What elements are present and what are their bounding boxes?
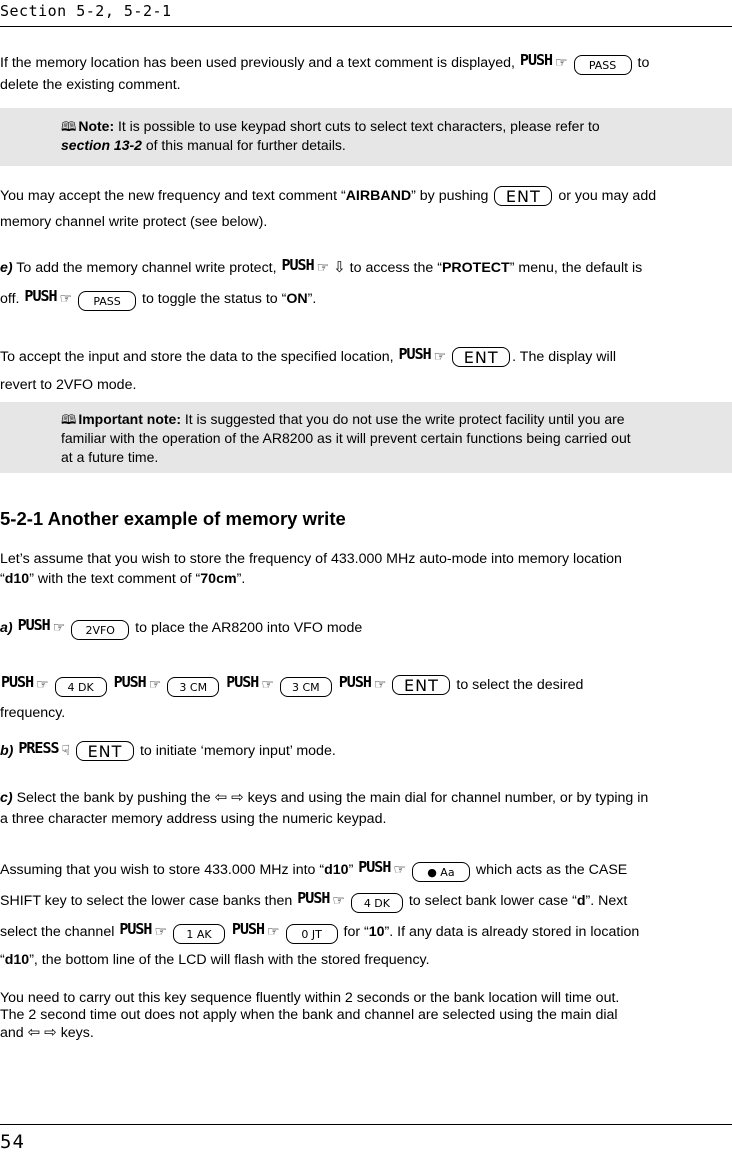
paragraph-write-protect: e) To add the memory channel write protect, PUSH ☞ ⇩ to access the “PROTECT” menu, the default is off. PUSH ☞ PASS to toggle the status to “ON”. [0,251,730,313]
pass-key[interactable]: PASS [78,291,136,311]
hand-icon: ☟ [61,742,71,758]
down-arrow-icon: ⇩ [333,259,346,276]
hand-icon: ☞ [36,676,49,692]
push-icon: PUSH [113,673,146,691]
paragraph-timeout: You need to carry out this key sequence fluently within 2 seconds or the bank location will time out. The 2 second time out does not apply when the bank and channel are selected using the main dial and ⇦ ⇨ keys. [0,990,620,1041]
hand-icon: ☞ [555,54,568,70]
push-icon: PUSH [281,256,314,274]
important-note-box: 🕮 Important note: It is suggested that you do not use the write protect facility until you are familiar with the operation of the AR8200 as it will prevent certain functions being carried out at a future time. [0,402,732,473]
push-icon: PUSH [1,673,34,691]
ent-key[interactable]: ENT [452,347,510,367]
left-arrow-icon: ⇦ [214,789,228,806]
pass-key[interactable]: PASS [574,55,632,75]
note-box: 🕮 Note: It is possible to use keypad short cuts to select text characters, please refer to section 13-2 of this manual for further details. [0,108,732,166]
hand-icon: ☞ [59,290,73,306]
push-icon: PUSH [398,345,431,363]
ent-key[interactable]: ENT [494,186,552,206]
hand-icon: ☞ [154,923,168,939]
page-footer [0,1124,732,1158]
page-number: 54 [0,1131,25,1153]
3-cm-key[interactable]: 3 CM [167,677,219,697]
4-dk-key[interactable]: 4 DK [55,677,107,697]
1-ak-key[interactable]: 1 AK [173,924,225,944]
paragraph-store: To accept the input and store the data to the specified location, PUSH ☞ ENT . The display will revert to 2VFO mode. [0,340,730,399]
hand-icon: ☞ [332,892,345,908]
ent-key[interactable]: ENT [76,741,134,761]
press-icon: PRESS [18,739,59,757]
3-cm-key[interactable]: 3 CM [280,677,332,697]
push-icon: PUSH [519,51,553,69]
push-icon: PUSH [119,920,152,938]
push-icon: PUSH [24,287,57,305]
paragraph-step-a: a) PUSH ☞ 2VFO to place the AR8200 into VFO mode [0,615,730,640]
paragraph-delete-comment: If the memory location has been used previously and a text comment is displayed, PUSH ☞ PASS to delete the existing comment. [0,51,650,93]
paragraph-step-c: c) Select the bank by pushing the ⇦ ⇨ keys and using the main dial for channel number, or by typing in a three character memory address using the numeric keypad. [0,789,649,827]
page-header [0,0,732,27]
push-icon: PUSH [231,920,265,938]
push-icon: PUSH [297,889,330,907]
book-icon: 🕮 [61,412,77,427]
push-icon: PUSH [338,673,371,691]
right-arrow-icon: ⇨ [231,789,244,806]
paragraph-step-b: b) PRESS ☟ ENT to initiate ‘memory input’ mode. [0,739,336,761]
hand-icon: ☞ [148,676,162,692]
hand-icon: ☞ [267,923,280,939]
paragraph-example-intro: Let’s assume that you wish to store the frequency of 433.000 MHz auto-mode into memory location “d10” with the text comment of “70cm”. [0,551,622,587]
paragraph-frequency-keys: PUSH ☞ 4 DK PUSH ☞ 3 CM PUSH ☞ 3 CM PUSH ☞ ENT to select the desired frequency. [0,668,730,727]
hand-icon: ☞ [261,676,274,692]
hand-icon: ☞ [433,348,447,364]
0-jt-key[interactable]: 0 JT [286,924,338,944]
2vfo-key[interactable]: 2VFO [71,620,129,640]
hand-icon: ☞ [52,619,66,635]
push-icon: PUSH [226,673,259,691]
left-arrow-icon: ⇦ [27,1024,41,1041]
right-arrow-icon: ⇨ [44,1024,57,1041]
paragraph-accept: You may accept the new frequency and text comment “AIRBAND” by pushing ENT or you may add memory channel write protect (see below). [0,187,657,230]
paragraph-bank-channel: Assuming that you wish to store 433.000 MHz into “d10” PUSH ☞ ● Aa which acts as the CASE SHIFT key to select the lower case banks then PUSH ☞ 4 DK to select bank lower case “d”. Next select the channel PUSH ☞ 1 AK PUSH ☞ 0 JT for “10”. If any data is already stored in location “d10”, the bottom line of the LCD will flash with the stored frequency. [0,853,730,974]
push-icon: PUSH [358,858,391,876]
section-heading: 5-2-1 Another example of memory write [0,508,346,529]
section-title: Section 5-2, 5-2-1 [0,2,172,20]
case-shift-key[interactable]: ● Aa [412,862,470,882]
hand-icon: ☞ [373,676,387,692]
hand-icon: ☞ [393,861,406,877]
push-icon: PUSH [17,616,50,634]
hand-icon: ☞ [316,259,330,275]
book-icon: 🕮 [61,119,77,134]
ent-key[interactable]: ENT [392,675,450,695]
4-dk-key[interactable]: 4 DK [351,893,403,913]
